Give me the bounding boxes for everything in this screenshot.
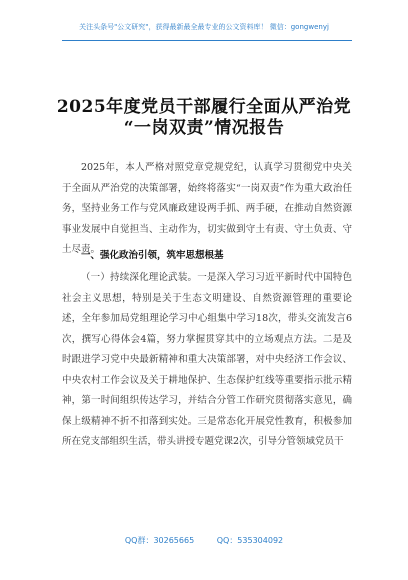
header-divider [62,40,352,41]
document-title-line1: 2025年度党员干部履行全面从严治党 [56,97,352,117]
intro-paragraph: 2025年，本人严格对照党章党规党纪，认真学习贯彻党中央关于全面从严治党的决策部署，始终将落实“一岗双责”作为重大政治任务，坚持业务工作与党风廉政建设两手抓、两手硬，在推动自然资源事业发展中自觉担当、主动作为，切实做到守土有责、守土负责、守土尽责。 [62,162,352,255]
footer-qq: QQ：535304092 [216,536,284,545]
document-title-line2: “一岗双责”情况报告 [123,118,285,138]
section-paragraph: （一）持续深化理论武装。一是深入学习习近平新时代中国特色社会主义思想，特别是关于生态文明建设、自然资源管理的重要论述，全年参加局党组理论学习中心组集中学习18次，带头交流发言6次，撰写心得体会4篇，努力掌握贯穿其中的立场观点方法。二是及时跟进学习党中央最新精神和重大决策部署，对中央经济工作会议、中央农村工作会议及关于耕地保护、生态保护红线等重要指示批示精神，第一时间组织传达学习，并结合分管工作研究贯彻落实意见，确保上级精神不折不扣落到实处。三是常态化开展党性教育，积极参加所在党支部组织生活，带头讲授专题党课2次，引导分管领域党员干 [62,272,352,447]
footer-contact [0,535,408,546]
section-heading: 一、强化政治引领，筑牢思想根基 [81,250,224,261]
footer-qq-group: QQ群：30265665 [124,536,195,545]
header-banner: 关注头条号"公文研究"，获得最新最全最专业的公文资料库！ 微信：gongwenyj [79,23,329,31]
